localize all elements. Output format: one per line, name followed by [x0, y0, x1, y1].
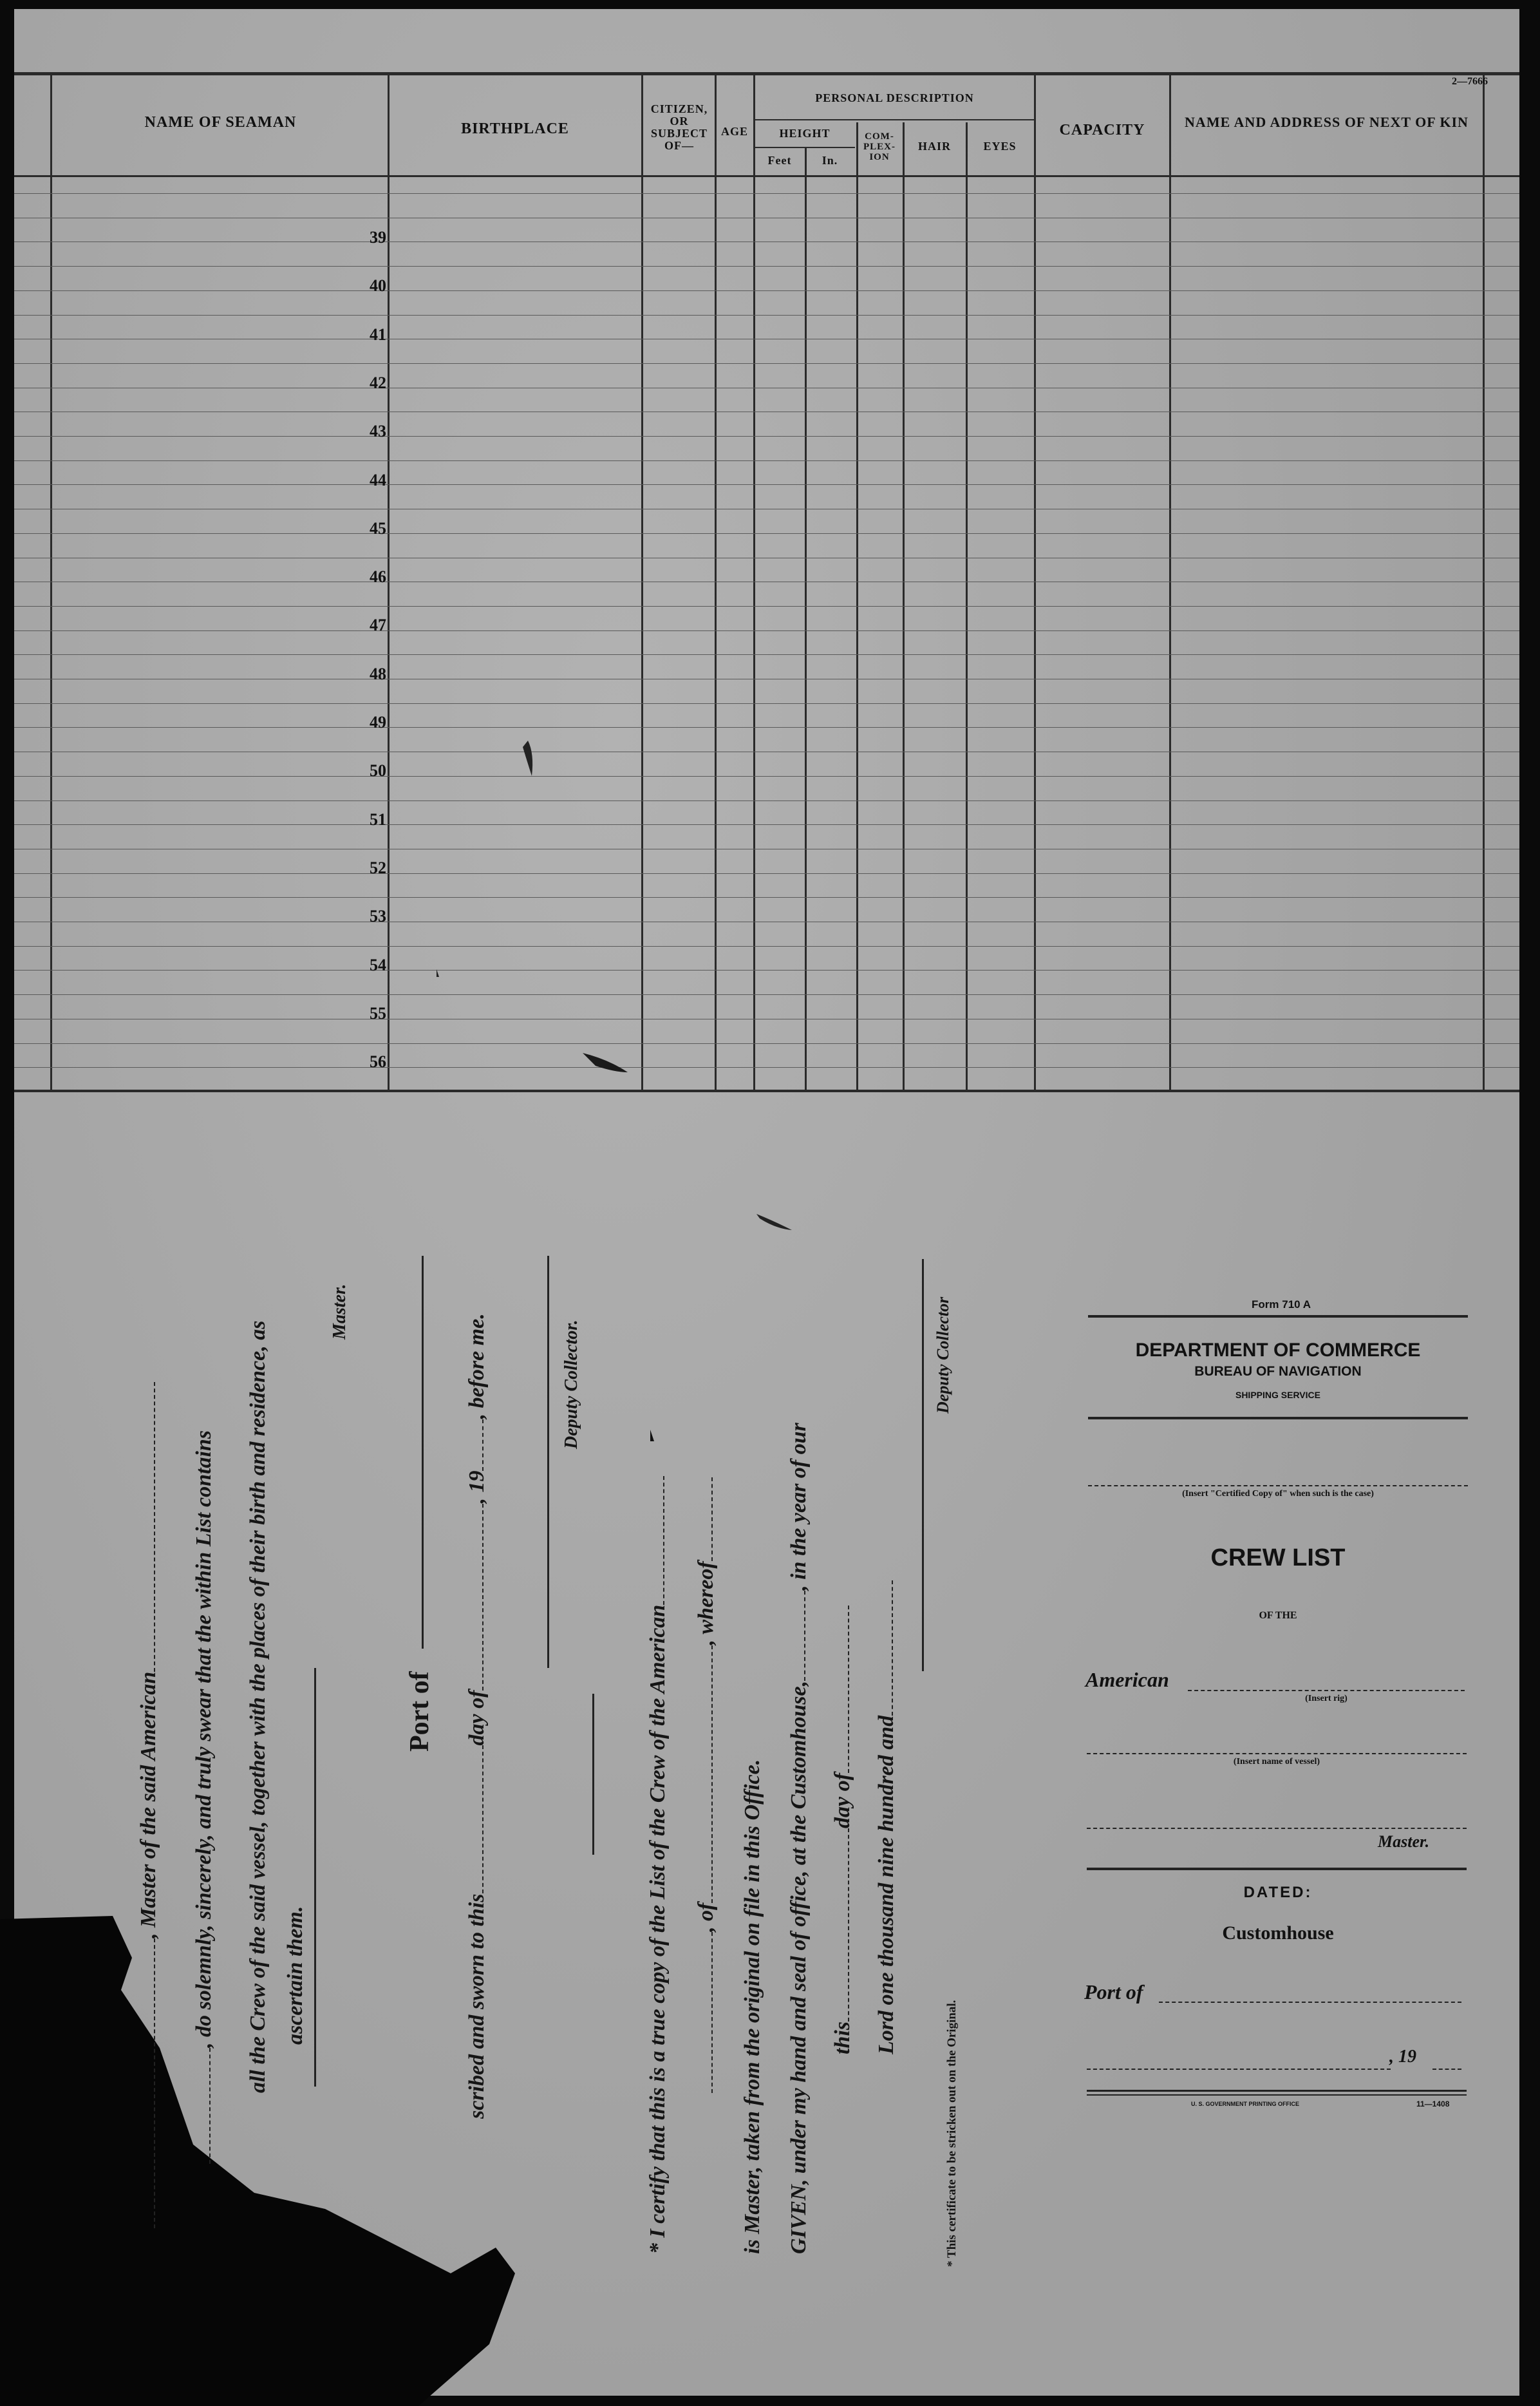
header-citizen: CITIZEN, OR SUBJECT OF—	[650, 102, 708, 152]
row-number: 54	[370, 955, 386, 974]
blank-cert-port[interactable]	[711, 1645, 713, 1903]
cert-footnote: * This certificate to be stricken out on the Original.	[945, 2000, 959, 2267]
blank-cert-master[interactable]	[711, 1477, 713, 1561]
blank-year[interactable]	[482, 1419, 484, 1471]
blank-cert-name[interactable]	[711, 1932, 713, 2093]
cover-rule-bottom-2	[1087, 2094, 1467, 2096]
oath-line-1: , Master of the said American	[136, 1671, 160, 1938]
oath-before-me: , before me.	[465, 1313, 489, 1419]
department-title: DEPARTMENT OF COMMERCE	[1135, 1340, 1421, 1361]
certified-copy-blank[interactable]	[1088, 1485, 1468, 1486]
seal-line	[592, 1694, 596, 1855]
blank-cert-year[interactable]	[892, 1580, 893, 1716]
row-number: 45	[370, 518, 386, 538]
oath-year: , 19	[465, 1470, 489, 1504]
cert-deputy-collector: Deputy Collector	[934, 1296, 952, 1414]
cert-this: this	[831, 2021, 854, 2054]
row-number: 41	[370, 325, 386, 344]
header-complexion: COM-PLEX-ION	[863, 131, 896, 162]
form-number: Form 710 A	[1252, 1298, 1311, 1311]
blank-cert-customhouse[interactable]	[804, 1591, 805, 1681]
row-number: 42	[370, 373, 386, 392]
row-number: 49	[370, 713, 386, 732]
cert-line-1: * I certify that this is a true copy of the List of the Crew of the American	[646, 1604, 670, 2254]
row-number: 39	[370, 228, 386, 247]
header-capacity: CAPACITY	[1059, 122, 1145, 138]
row-number: 43	[370, 422, 386, 441]
deputy-collector-line-2[interactable]	[922, 1259, 926, 1671]
blank-master-name[interactable]	[154, 1938, 155, 2228]
year-blank[interactable]	[1432, 2069, 1461, 2070]
cover-master-label: Master.	[1378, 1832, 1430, 1851]
blank-cert-day[interactable]	[848, 1828, 849, 2022]
cover-port-of: Port of	[1084, 1980, 1143, 2003]
deputy-collector-line-1[interactable]	[547, 1256, 551, 1668]
cover-rule-top	[1088, 1315, 1468, 1318]
blank-vessel[interactable]	[154, 1382, 155, 1672]
certified-note: (Insert "Certified Copy of" when such is the case)	[1182, 1489, 1374, 1499]
header-eyes: EYES	[983, 140, 1017, 153]
row-number: 44	[370, 470, 386, 489]
insert-rig-note: (Insert rig)	[1305, 1694, 1348, 1703]
cert-year-of-our: , in the year of our	[787, 1423, 811, 1591]
oath-line-2: , do solemnly, sincerely, and truly swear that the within List contains	[192, 1430, 216, 2048]
cover-rule-2	[1088, 1417, 1468, 1419]
printer-label: U. S. GOVERNMENT PRINTING OFFICE	[1191, 2101, 1300, 2107]
crew-list-title: CREW LIST	[1210, 1544, 1346, 1571]
cover-year-19: , 19	[1389, 2047, 1416, 2067]
service-title: SHIPPING SERVICE	[1235, 1390, 1320, 1400]
blank-month[interactable]	[482, 1504, 484, 1691]
port-blank[interactable]	[1159, 2002, 1461, 2003]
cover-rule-bottom	[1087, 2090, 1467, 2092]
oath-line-3: all the Crew of the said vessel, together with the places of their birth and residence, as	[246, 1320, 270, 2093]
cert-whereof: , whereof	[694, 1561, 718, 1645]
oath-deputy-collector: Deputy Collector.	[561, 1320, 581, 1449]
vessel-name-blank[interactable]	[1087, 1753, 1467, 1754]
header-hair: HAIR	[917, 140, 951, 153]
port-blank-line[interactable]	[422, 1256, 426, 1649]
row-number: 51	[370, 810, 386, 829]
american-label: American	[1085, 1668, 1169, 1691]
rig-blank[interactable]	[1188, 1690, 1465, 1691]
bureau-title: BUREAU OF NAVIGATION	[1194, 1364, 1362, 1379]
row-number: 46	[370, 567, 386, 587]
date-blank[interactable]	[1087, 2069, 1391, 2070]
row-number: 53	[370, 907, 386, 926]
header-next-of-kin: NAME AND ADDRESS OF NEXT OF KIN	[1185, 114, 1469, 130]
dated-label: DATED:	[1243, 1884, 1313, 1901]
header-personal-description: PERSONAL DESCRIPTION	[815, 91, 974, 104]
row-number: 52	[370, 858, 386, 877]
oath-port-of: Port of	[405, 1671, 435, 1752]
oath-line-4: ascertain them.	[283, 1906, 307, 2045]
cert-given: GIVEN, under my hand and seal of office, at the Customhouse,	[787, 1680, 811, 2254]
blank-oath-2[interactable]	[209, 2048, 211, 2164]
oath-day-of: day of	[465, 1690, 489, 1746]
row-number: 47	[370, 616, 386, 635]
header-age: AGE	[720, 125, 748, 138]
blank-day[interactable]	[482, 1745, 484, 1893]
row-number: 56	[370, 1052, 386, 1072]
row-number: 40	[370, 276, 386, 296]
master-signature-line[interactable]	[314, 1668, 318, 2087]
of-the-label: OF THE	[1259, 1610, 1297, 1621]
insert-name-note: (Insert name of vessel)	[1233, 1757, 1320, 1767]
row-number: 55	[370, 1003, 386, 1023]
header-feet: Feet	[767, 154, 792, 167]
header-inches: In.	[822, 154, 838, 167]
cert-line-6: Lord one thousand nine hundred and	[874, 1715, 898, 2054]
master-label: Master.	[330, 1284, 350, 1340]
cert-of: , of	[694, 1902, 718, 1932]
header-name-of-seaman: NAME OF SEAMAN	[144, 114, 297, 131]
cert-day-of: day of	[831, 1773, 854, 1828]
row-number: 50	[370, 761, 386, 781]
cover-rule-3	[1087, 1868, 1467, 1870]
printer-code: 11—1408	[1416, 2099, 1450, 2108]
customhouse-label: Customhouse	[1222, 1922, 1334, 1944]
row-number: 48	[370, 664, 386, 683]
oath-subscribed: scribed and sworn to this	[465, 1893, 489, 2119]
cert-line-3: is Master, taken from the original on file in this Office.	[740, 1759, 764, 2254]
header-birthplace: BIRTHPLACE	[461, 120, 569, 137]
blank-cert-month[interactable]	[848, 1606, 849, 1773]
master-blank[interactable]	[1087, 1828, 1467, 1829]
form-code: 2—7666	[1452, 76, 1488, 87]
header-height: HEIGHT	[779, 127, 831, 140]
blank-cert-vessel[interactable]	[663, 1476, 664, 1605]
